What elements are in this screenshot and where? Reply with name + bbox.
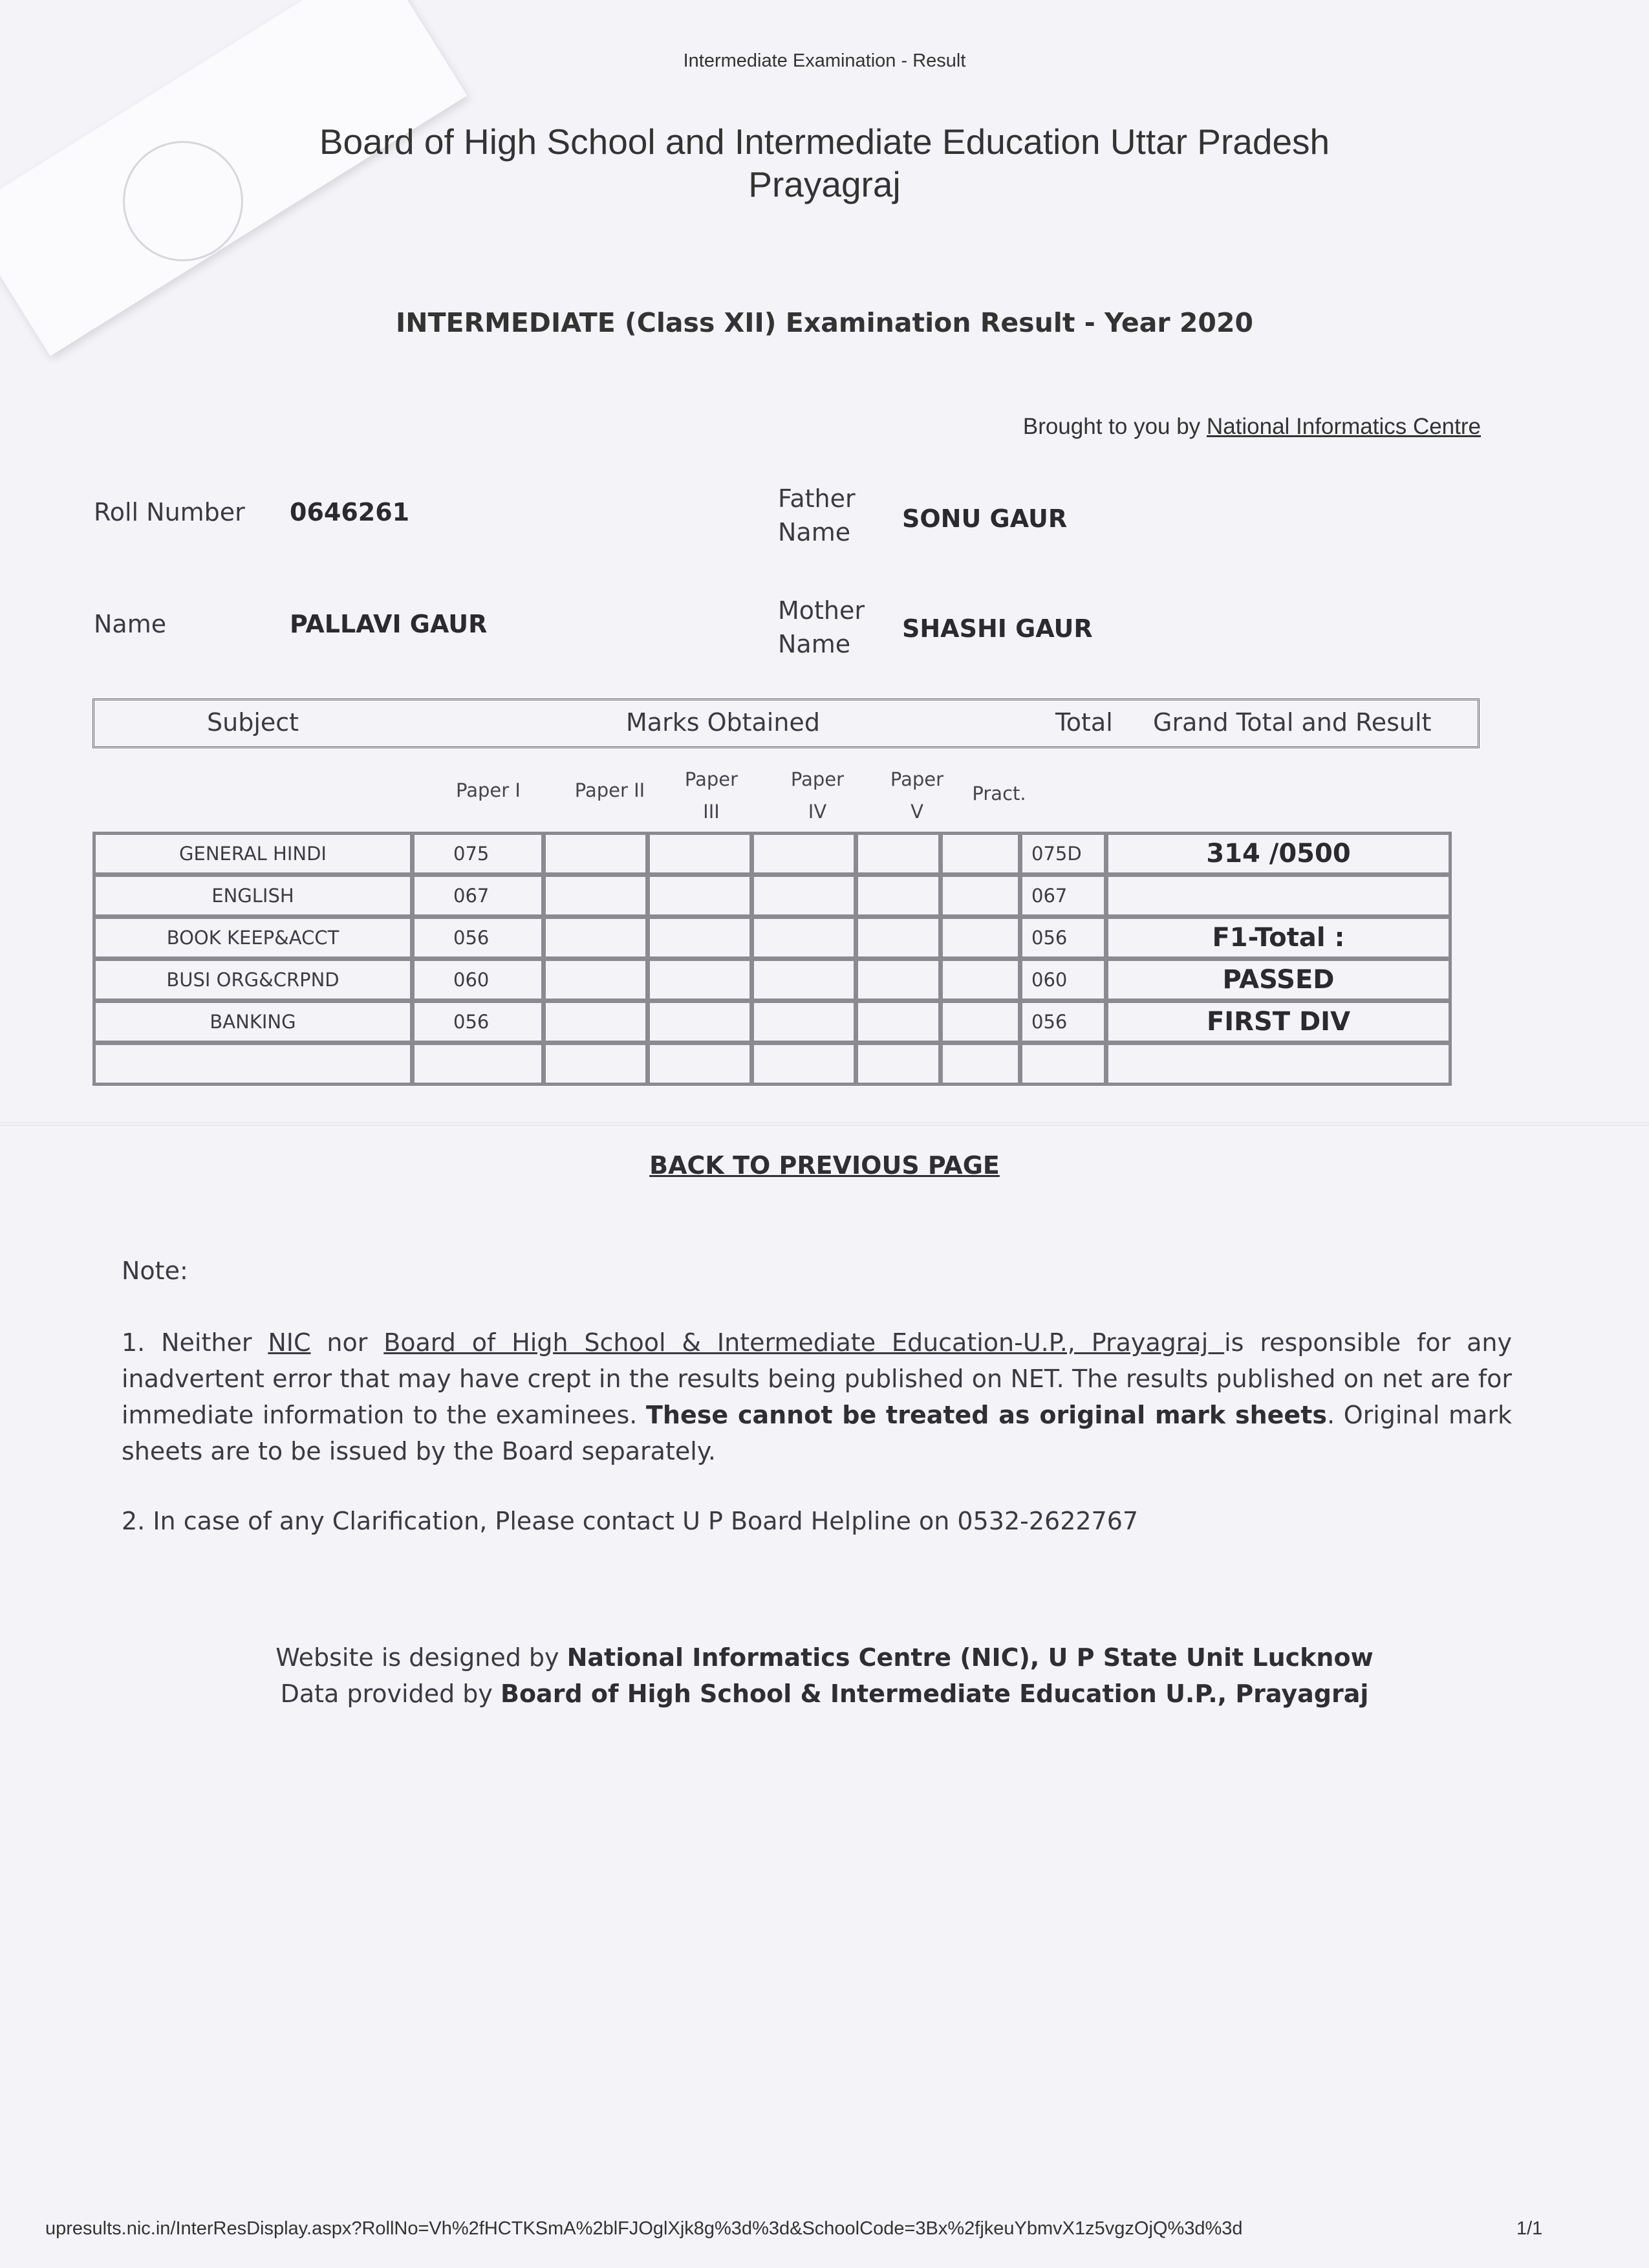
father-name-value: SONU GAUR: [902, 504, 1068, 533]
father-label-line2: Name: [778, 518, 851, 546]
subject-cell: [94, 1044, 411, 1084]
note-1-text-b: nor: [310, 1328, 384, 1357]
subject-header: Subject: [207, 708, 299, 737]
board-name-line2: Prayagraj: [748, 164, 901, 204]
total-header: Total: [1055, 708, 1113, 737]
paper-1-cell: 056: [413, 1002, 543, 1042]
roll-number-label: Roll Number: [94, 498, 245, 526]
result-cell: [1107, 1044, 1450, 1084]
paper-2-cell: [544, 918, 647, 958]
paper-3-cell: [649, 960, 751, 1000]
note-1-text-a: 1. Neither: [122, 1328, 268, 1357]
back-link-container: [0, 1151, 1649, 1180]
paper-2-cell: [544, 876, 647, 916]
total-cell: 056: [1021, 1002, 1105, 1042]
brought-by: [776, 414, 1481, 440]
paper-fold-line: [0, 1122, 1649, 1126]
result-cell: 314 /0500: [1107, 834, 1450, 874]
paper-3-cell: [649, 834, 751, 874]
subject-cell: BUSI ORG&CRPND: [94, 960, 411, 1000]
paper-5-cell: [857, 1002, 940, 1042]
mother-label-line2: Name: [778, 630, 851, 658]
paper-1-cell: 075: [413, 834, 543, 874]
brought-by-prefix: Brought to you by: [1022, 414, 1207, 439]
mother-name-value: SHASHI GAUR: [902, 614, 1093, 643]
total-cell: 067: [1021, 876, 1105, 916]
credits-line-2: [0, 1676, 1649, 1712]
paper-2-header: Paper II: [574, 779, 645, 801]
note-paragraph-2: 2. In case of any Clarification, Please contact U P Board Helpline on 0532-2622767: [122, 1507, 1139, 1535]
practical-cell: [942, 918, 1019, 958]
paper-1-cell: 056: [413, 918, 543, 958]
paper-1-header: Paper I: [456, 779, 521, 801]
paper-4-cell: [753, 876, 855, 916]
note-label: Note:: [122, 1257, 188, 1285]
practical-cell: [942, 834, 1019, 874]
practical-cell: [942, 876, 1019, 916]
paper-3-header-line2: III: [703, 801, 720, 823]
table-row: [94, 918, 1450, 958]
paper-5-header: [878, 763, 956, 828]
nic-underlined: NIC: [268, 1328, 311, 1357]
paper-5-cell: [857, 834, 940, 874]
note-1-text-d: . Original mark sheets are to be issued by the Board separately.: [122, 1401, 1512, 1465]
father-name-label: [778, 482, 856, 549]
marks-obtained-header: Marks Obtained: [626, 708, 820, 737]
father-label-line1: Father: [778, 484, 856, 513]
board-underlined: Board of High School & Intermediate Education-U.P., Prayagraj: [383, 1328, 1225, 1357]
paper-5-cell: [857, 876, 940, 916]
back-to-previous-page-link[interactable]: BACK TO PREVIOUS PAGE: [649, 1151, 1000, 1180]
table-row: [94, 1002, 1450, 1042]
credits-line-2-text: Data provided by: [280, 1679, 501, 1708]
total-cell: [1021, 1044, 1105, 1084]
paper-4-cell: [753, 918, 855, 958]
paper-2-cell: [544, 834, 647, 874]
result-cell: PASSED: [1107, 960, 1450, 1000]
paper-4-header-line1: Paper: [790, 768, 845, 790]
note-1-bold-warning: These cannot be treated as original mark sheets: [646, 1401, 1327, 1429]
paper-3-cell: [649, 1002, 751, 1042]
paper-4-cell: [753, 834, 855, 874]
credits-line-1-bold: National Informatics Centre (NIC), U P State Unit Lucknow: [566, 1643, 1374, 1672]
paper-1-cell: 067: [413, 876, 543, 916]
credits-line-1-text: Website is designed by: [275, 1643, 567, 1672]
note-1-text-c: is responsible for any inadvertent error that may have crept in the results being published on NET. The results published on net are for immediate information to the examinees.: [122, 1328, 1512, 1429]
paper-3-cell: [649, 1044, 751, 1084]
paper-3-header-line1: Paper: [684, 768, 738, 790]
paper-4-cell: [753, 1044, 855, 1084]
paper-1-cell: [413, 1044, 543, 1084]
note-paragraph-1: [122, 1324, 1512, 1469]
total-cell: 056: [1021, 918, 1105, 958]
paper-5-cell: [857, 1044, 940, 1084]
paper-5-cell: [857, 918, 940, 958]
paper-5-header-line1: Paper: [890, 768, 944, 790]
name-label: Name: [94, 610, 167, 638]
paper-2-cell: [544, 1002, 647, 1042]
footer-url: upresults.nic.in/InterResDisplay.aspx?RollNo=Vh%2fHCTKSmA%2blFJOglXjk8g%3d%3d&SchoolCode=3Bx%2fjkeuYbmvX1z5vgzOjQ%3d%3d: [45, 2218, 1243, 2239]
table-row: [94, 1044, 1450, 1084]
paper-2-cell: [544, 960, 647, 1000]
credits-line-2-bold: Board of High School & Intermediate Education U.P., Prayagraj: [500, 1679, 1369, 1708]
paper-4-header-line2: IV: [808, 801, 827, 823]
exam-title: INTERMEDIATE (Class XII) Examination Result - Year 2020: [396, 307, 1253, 338]
total-cell: 075D: [1021, 834, 1105, 874]
subject-cell: ENGLISH: [94, 876, 411, 916]
subject-cell: BOOK KEEP&ACCT: [94, 918, 411, 958]
print-title: Intermediate Examination - Result: [683, 50, 966, 71]
paper-1-cell: 060: [413, 960, 543, 1000]
subject-cell: GENERAL HINDI: [94, 834, 411, 874]
paper-5-cell: [857, 960, 940, 1000]
grand-total-header: Grand Total and Result: [1153, 708, 1432, 737]
paper-4-cell: [753, 960, 855, 1000]
roll-number-value: 0646261: [290, 498, 410, 526]
nic-link[interactable]: National Informatics Centre: [1206, 414, 1481, 439]
credits-line-1: [0, 1639, 1649, 1676]
total-cell: 060: [1021, 960, 1105, 1000]
result-cell: [1107, 876, 1450, 916]
practical-cell: [942, 960, 1019, 1000]
subject-cell: BANKING: [94, 1002, 411, 1042]
credits: [0, 1639, 1649, 1712]
board-name-line1: Board of High School and Intermediate Education Uttar Pradesh: [319, 122, 1330, 162]
mother-label-line1: Mother: [778, 596, 865, 625]
footer-page-number: 1/1: [1516, 2218, 1543, 2239]
practical-header: Pract.: [972, 783, 1026, 805]
paper-3-cell: [649, 876, 751, 916]
board-name: [0, 120, 1649, 206]
paper-4-header: [779, 763, 856, 828]
marks-table: [92, 832, 1452, 1086]
result-cell: F1-Total :: [1107, 918, 1450, 958]
practical-cell: [942, 1002, 1019, 1042]
paper-5-header-line2: V: [911, 801, 923, 823]
practical-cell: [942, 1044, 1019, 1084]
paper-2-cell: [544, 1044, 647, 1084]
paper-4-cell: [753, 1002, 855, 1042]
mother-name-label: [778, 594, 865, 661]
paper-3-header: [673, 763, 750, 828]
table-row: [94, 834, 1450, 874]
table-row: [94, 960, 1450, 1000]
name-value: PALLAVI GAUR: [290, 610, 488, 638]
result-cell: FIRST DIV: [1107, 1002, 1450, 1042]
paper-3-cell: [649, 918, 751, 958]
table-row: [94, 876, 1450, 916]
